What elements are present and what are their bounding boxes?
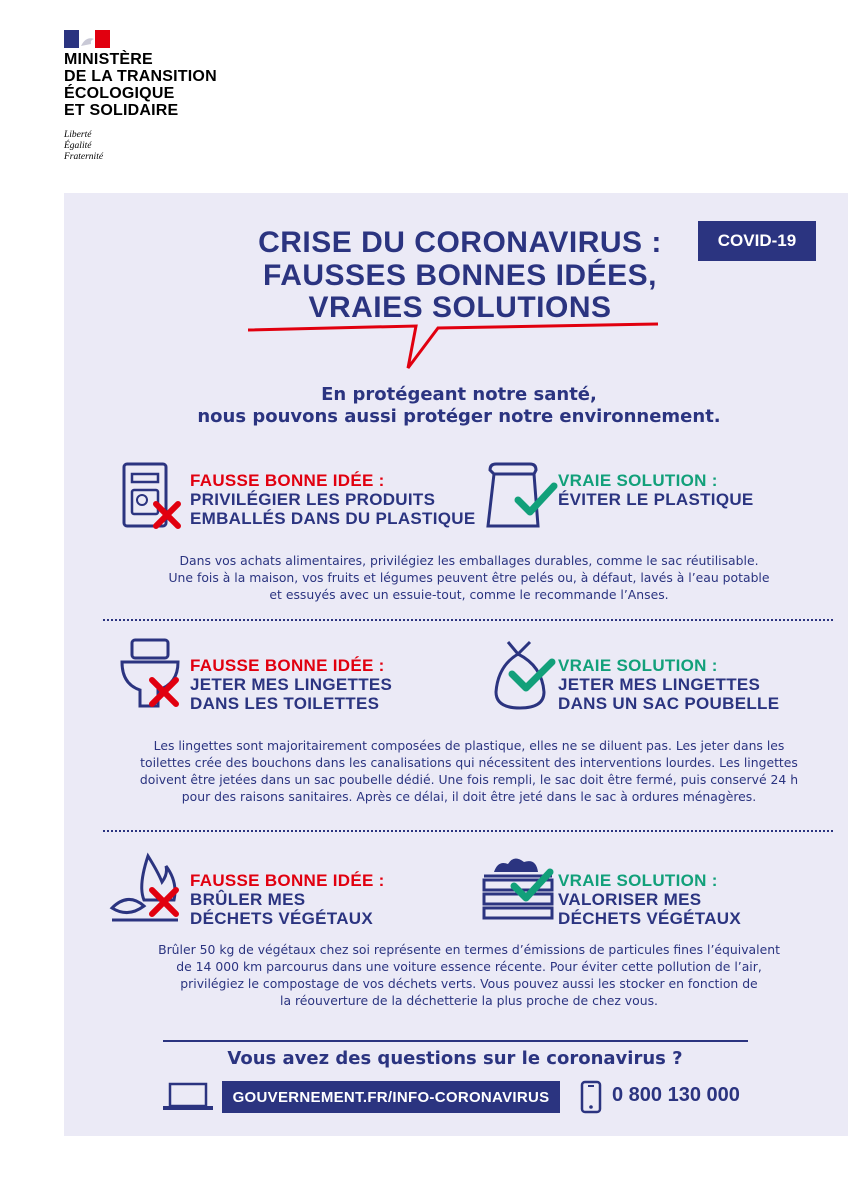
- section2-good-heading: VRAIE SOLUTION : JETER MES LINGETTES DANS UN SAC POUBELLE: [558, 656, 780, 713]
- laptop-icon: [162, 1082, 214, 1112]
- section-divider: [103, 830, 833, 832]
- section2-bad-heading: FAUSSE BONNE IDÉE : JETER MES LINGETTES DANS LES TOILETTES: [190, 656, 393, 713]
- section3-good-heading: VRAIE SOLUTION : VALORISER MES DÉCHETS VÉGÉTAUX: [558, 871, 742, 928]
- mobile-phone-icon: [580, 1080, 602, 1114]
- red-cross-icon: [152, 890, 176, 914]
- section3-bad-heading: FAUSSE BONNE IDÉE : BRÛLER MES DÉCHETS VÉGÉTAUX: [190, 871, 385, 928]
- footer-rule: [163, 1040, 748, 1042]
- trash-bag-icon: [490, 636, 560, 714]
- intro-text: En protégeant notre santé, nous pouvons aussi protéger notre environnement.: [197, 384, 721, 427]
- covid-badge: COVID-19: [698, 221, 816, 261]
- republic-motto: Liberté Égalité Fraternité: [64, 130, 104, 162]
- ministry-name: MINISTÈRE DE LA TRANSITION ÉCOLOGIQUE ET SOLIDAIRE: [64, 51, 217, 119]
- compost-bin-icon: [480, 850, 560, 928]
- page-title-line-3: VRAIES SOLUTIONS: [308, 291, 612, 324]
- footer-question: Vous avez des questions sur le coronavirus ?: [227, 1048, 683, 1069]
- marianne-flag-icon: [64, 30, 110, 48]
- page-title-line-1: CRISE DU CORONAVIRUS :: [258, 226, 662, 259]
- section1-body: Dans vos achats alimentaires, privilégiez les emballages durables, comme le sac réutilisable. Une fois à la maison, vos fruits et légumes peuvent être pelés ou, à défaut, lavés à l’eau potable et essuyés avec un essuie-tout, comme le recommande l’Anses.: [168, 553, 770, 602]
- red-cross-icon: [152, 680, 176, 704]
- toilet-icon: [118, 636, 186, 716]
- fire-icon: [108, 852, 186, 924]
- speech-bubble-line-icon: [248, 322, 668, 372]
- section2-body: Les lingettes sont majoritairement composées de plastique, elles ne se diluent pas. Les jeter dans les toilettes crée des bouchons dans les canalisations qui nécessitent des interventions lourdes. Les lingettes doivent être jetées dans un sac poubelle dédié. Une fois rempli, le sac doit être fermé, puis conservé 24 h pour des raisons sanitaires. Après ce délai, il doit être jeté dans le sac à ordures ménagères.: [139, 738, 799, 804]
- section3-body: Brûler 50 kg de végétaux chez soi représente en termes d’émissions de particules fines l’équivalent de 14 000 km parcourus dans une voiture essence récente. Pour éviter cette pollution de l’air, privilégiez le compostage de vos déchets verts. Vous pouvez aussi les stocker en fonction de la réouverture de la déchetterie la plus proche de chez vous.: [158, 942, 780, 1008]
- section1-good-heading: VRAIE SOLUTION : ÉVITER LE PLASTIQUE: [558, 471, 754, 509]
- hotline-number[interactable]: 0 800 130 000: [612, 1084, 740, 1106]
- page-title-line-2: FAUSSES BONNES IDÉES,: [263, 259, 657, 292]
- paper-bag-icon: [482, 460, 560, 532]
- info-coronavirus-link[interactable]: GOUVERNEMENT.FR/INFO-CORONAVIRUS: [222, 1081, 560, 1113]
- plastic-package-icon: [118, 460, 186, 532]
- section-divider: [103, 619, 833, 621]
- section1-bad-heading: FAUSSE BONNE IDÉE : PRIVILÉGIER LES PRODUITS EMBALLÉS DANS DU PLASTIQUE: [190, 471, 476, 528]
